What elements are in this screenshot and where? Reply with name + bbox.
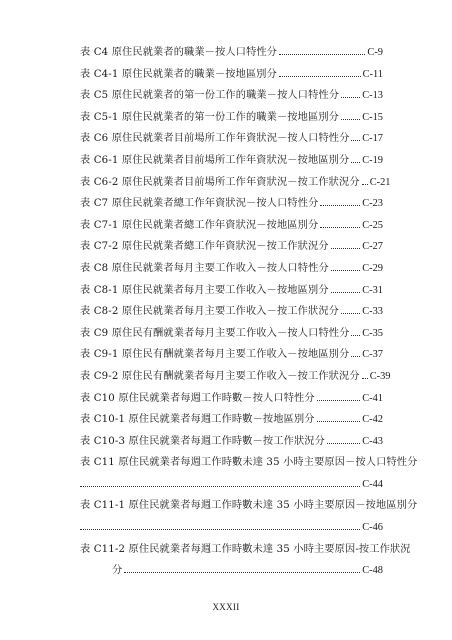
leader-dots xyxy=(351,335,360,336)
leader-dots xyxy=(362,378,368,379)
leader-dots xyxy=(341,119,360,120)
toc-entry[interactable] xyxy=(80,431,383,453)
toc-entry-label: 表 C11-1 原住民就業者每週工作時數未達 35 小時主要原因－按地區別分 xyxy=(80,500,418,512)
leader-dots xyxy=(362,184,368,185)
toc-entry-page: C-11 xyxy=(362,68,383,80)
toc-entry-page: C-44 xyxy=(362,478,383,490)
toc-entry-label: 表 C8-1 原住民就業者每月主要工作收入－按地區別分 xyxy=(80,284,329,296)
toc-entry[interactable] xyxy=(80,42,383,64)
toc-entry-page: C-19 xyxy=(362,154,383,166)
toc-entry-continuation xyxy=(80,474,383,496)
toc-entry-label: 表 C10-3 原住民就業者每週工作時數－按工作狀況分 xyxy=(80,435,325,447)
toc-entry-page: C-39 xyxy=(369,370,391,382)
toc-entry-page: C-43 xyxy=(362,435,383,447)
toc-entry-label-tail: 分 xyxy=(112,565,123,577)
leader-dots xyxy=(341,313,360,314)
toc-entry[interactable] xyxy=(80,409,383,431)
toc-entry-page: C-23 xyxy=(362,198,383,210)
leader-dots xyxy=(331,292,361,293)
toc-entry-page: C-13 xyxy=(362,90,383,102)
toc-list xyxy=(80,42,418,582)
leader-dots xyxy=(327,443,360,444)
toc-entry-label: 表 C8 原住民就業者每月主要工作收入－按人口特性分 xyxy=(80,262,329,274)
toc-entry-label: 表 C7-2 原住民就業者總工作年資狀況－按工作狀況分 xyxy=(80,241,329,253)
leader-dots xyxy=(341,97,360,98)
leader-dots xyxy=(80,529,360,530)
toc-entry[interactable] xyxy=(80,85,383,107)
leader-dots xyxy=(331,270,360,271)
toc-entry-wrapped[interactable] xyxy=(80,495,418,538)
toc-entry-page: C-33 xyxy=(362,306,383,318)
toc-entry[interactable] xyxy=(80,388,383,410)
toc-entry[interactable] xyxy=(80,128,383,150)
toc-entry-continuation xyxy=(80,517,383,539)
toc-entry-page: C-42 xyxy=(362,414,383,426)
table-of-contents xyxy=(80,42,418,582)
leader-dots xyxy=(317,421,361,422)
toc-entry-page: C-21 xyxy=(369,176,391,188)
toc-entry-label: 表 C7-1 原住民就業者總工作年資狀況－按地區別分 xyxy=(80,219,319,231)
toc-entry-page: C-15 xyxy=(362,111,383,123)
toc-entry-continuation xyxy=(80,560,383,582)
toc-entry-label: 表 C9-1 原住民有酬就業者每月主要工作收入－按地區別分 xyxy=(80,349,350,361)
toc-entry-page: C-17 xyxy=(362,133,383,145)
toc-entry-page: C-25 xyxy=(362,219,383,231)
toc-entry[interactable] xyxy=(80,236,383,258)
leader-dots xyxy=(320,227,360,228)
toc-entry[interactable] xyxy=(80,193,383,215)
toc-entry[interactable] xyxy=(80,107,383,129)
toc-entry-page: C-27 xyxy=(362,241,383,253)
leader-dots xyxy=(279,76,361,77)
toc-entry-label: 表 C9 原住民有酬就業者每月主要工作收入－按人口特性分 xyxy=(80,327,350,339)
leader-dots xyxy=(317,400,360,401)
toc-entry[interactable] xyxy=(80,280,383,302)
toc-entry-label: 表 C11 原住民就業者每週工作時數未達 35 小時主要原因－按人口特性分 xyxy=(80,457,418,469)
toc-entry-label: 表 C6-2 原住民就業者目前場所工作年資狀況－按工作狀況分 xyxy=(80,176,360,188)
toc-entry-label: 表 C10 原住民就業者每週工作時數－按人口特性分 xyxy=(80,392,315,404)
toc-entry-label: 表 C4 原住民就業者的職業－按人口特性分 xyxy=(80,47,278,58)
toc-entry[interactable] xyxy=(80,344,383,366)
leader-dots xyxy=(351,140,360,141)
toc-entry[interactable] xyxy=(80,301,383,323)
toc-entry-label: 表 C9-2 原住民有酬就業者每月主要工作收入－按工作狀況分 xyxy=(80,370,360,382)
toc-entry-page: C-37 xyxy=(362,349,383,361)
toc-entry-page: C-35 xyxy=(362,327,383,339)
leader-dots xyxy=(80,486,360,487)
toc-entry-label: 表 C11-2 原住民就業者每週工作時數未達 35 小時主要原因-按工作狀況 xyxy=(80,543,411,555)
toc-entry-label: 表 C10-1 原住民就業者每週工作時數－按地區別分 xyxy=(80,414,315,426)
leader-dots xyxy=(351,356,360,357)
toc-entry-page: C-46 xyxy=(362,522,383,534)
toc-entry-label: 表 C7 原住民就業者總工作年資狀況－按人口特性分 xyxy=(80,198,319,210)
page-number: XXXII xyxy=(212,602,240,612)
leader-dots xyxy=(351,162,360,163)
toc-entry-label: 表 C5 原住民就業者的第一份工作的職業－按人口特性分 xyxy=(80,90,340,102)
toc-entry-label: 表 C6 原住民就業者目前場所工作年資狀況－按人口特性分 xyxy=(80,133,350,145)
toc-entry[interactable] xyxy=(80,172,391,194)
toc-entry[interactable] xyxy=(80,215,383,237)
toc-entry-label: 表 C4-1 原住民就業者的職業－按地區別分 xyxy=(80,68,277,80)
toc-entry-page: C-29 xyxy=(362,262,383,274)
leader-dots xyxy=(320,205,360,206)
toc-entry-wrapped[interactable] xyxy=(80,539,411,582)
toc-entry-label: 表 C6-1 原住民就業者目前場所工作年資狀況－按地區別分 xyxy=(80,154,350,166)
leader-dots xyxy=(331,248,361,249)
toc-entry-wrapped[interactable] xyxy=(80,452,418,495)
toc-entry[interactable] xyxy=(80,64,383,86)
toc-entry[interactable] xyxy=(80,366,391,388)
toc-entry-label: 表 C5-1 原住民就業者的第一份工作的職業－按地區別分 xyxy=(80,111,339,123)
leader-dots xyxy=(279,54,365,55)
toc-entry-page: C-48 xyxy=(362,565,383,577)
toc-entry-page: C-9 xyxy=(367,47,383,58)
toc-entry[interactable] xyxy=(80,258,383,280)
toc-entry[interactable] xyxy=(80,150,383,172)
toc-entry-label: 表 C8-2 原住民就業者每月主要工作收入－按工作狀況分 xyxy=(80,306,339,318)
toc-entry[interactable] xyxy=(80,323,383,345)
toc-entry-page: C-31 xyxy=(362,284,383,296)
toc-entry-page: C-41 xyxy=(362,392,383,404)
leader-dots xyxy=(124,572,360,573)
